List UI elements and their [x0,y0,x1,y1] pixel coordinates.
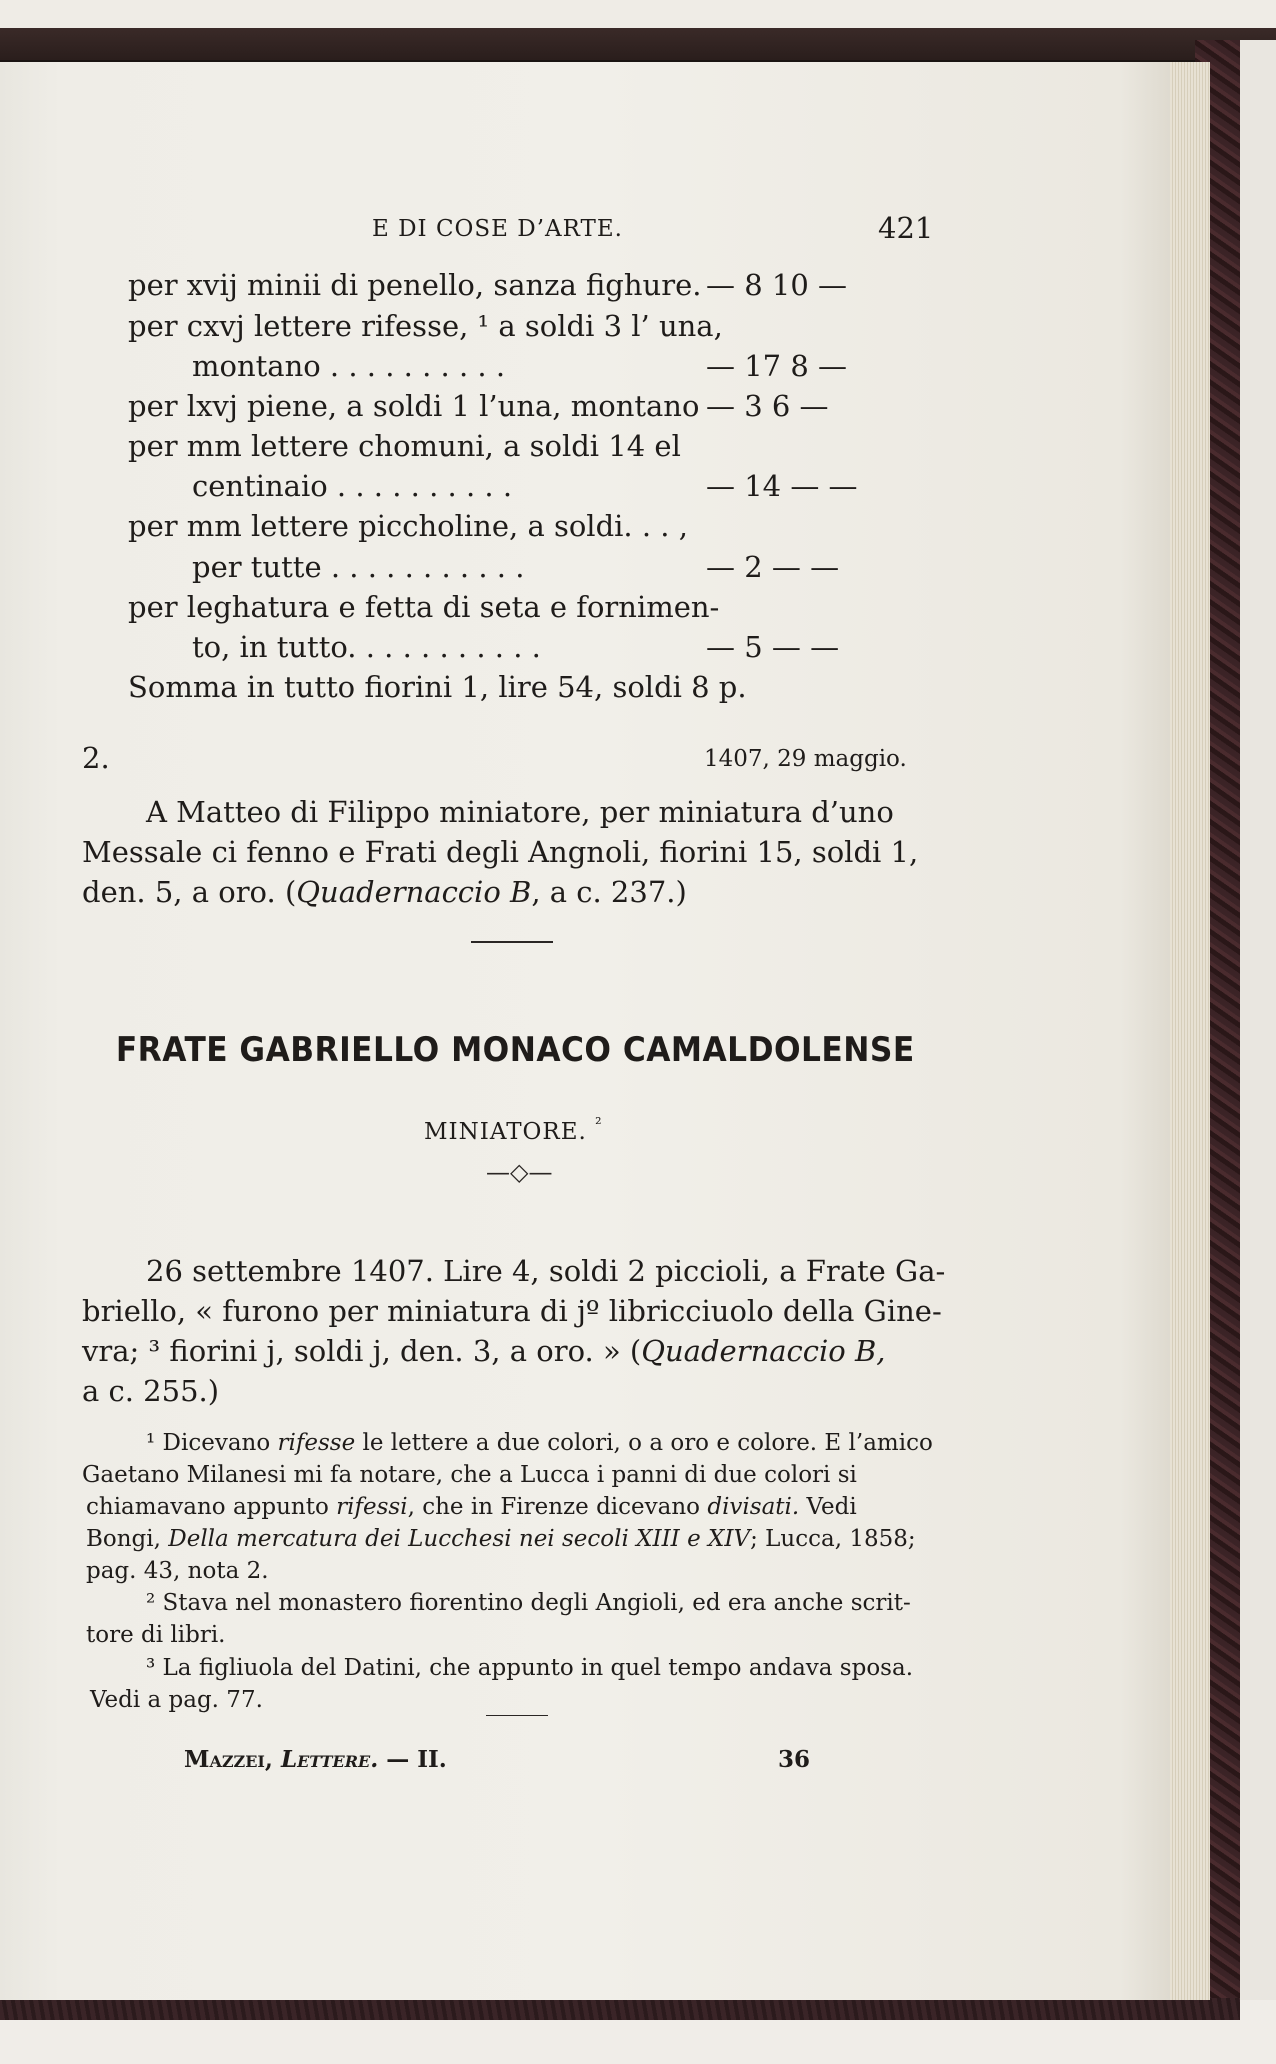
account-amount: — 8 10 — [706,268,848,302]
page-edge [1170,62,1210,2000]
account-amount: — 17 8 — [706,349,848,383]
entry-text: den. 5, a oro. (Quadernaccio B, a c. 237.) [82,875,687,909]
footer-rule [486,1715,548,1716]
ornament-divider: —◇— [486,1158,553,1186]
running-title: E DI COSE D’ARTE. [372,216,623,242]
account-line: per cxvj lettere rifesse, ¹ a soldi 3 l’ una, [128,309,723,343]
divider-rule [471,941,553,943]
account-amount: — 14 — — [706,469,858,503]
account-amount: — 3 6 — [706,389,829,423]
entry-date: 1407, 29 maggio. [704,746,907,772]
account-amount: — 2 — — [706,550,840,584]
footnote-line: Gaetano Milanesi mi fa notare, che a Lucca i panni di due colori si [82,1462,857,1488]
entry-text: vra; ³ fiorini j, soldi j, den. 3, a oro. » (Quadernaccio B, [82,1334,886,1368]
entry-text: A Matteo di Filippo miniatore, per miniatura d’uno [146,795,894,829]
footnote-line: Vedi a pag. 77. [90,1687,263,1713]
entry-text: briello, « furono per miniatura di jº libricciuolo della Gine- [82,1294,942,1328]
footnote-line: chiamavano appunto rifessi, che in Firenze dicevano divisati. Vedi [86,1494,857,1520]
account-total: Somma in tutto fiorini 1, lire 54, soldi 8 p. [128,670,747,704]
footer-author: Mazzei, Lettere. — II. [184,1746,447,1773]
book-cover-right-paper [1240,40,1276,2030]
source-title: Quadernaccio B, [641,1334,886,1368]
account-amount: — 5 — — [706,630,840,664]
entry-text: 26 settembre 1407. Lire 4, soldi 2 piccioli, a Frate Ga- [146,1254,946,1288]
footnote-line: Bongi, Della mercatura dei Lucchesi nei secoli XIII e XIV; Lucca, 1858; [86,1526,916,1552]
source-title: Quadernaccio B [296,875,532,909]
entry-text: Messale ci fenno e Frati degli Angnoli, fiorini 15, soldi 1, [82,835,919,869]
entry-text: a c. 255.) [82,1374,220,1408]
footnote-line: ¹ Dicevano rifesse le lettere a due colori, o a oro e colore. E l’amico [146,1430,933,1456]
account-line: per lxvj piene, a soldi 1 l’una, montano [128,389,700,423]
book-cover-bottom-band [0,1998,1240,2020]
account-line: centinaio . . . . . . . . . . [192,469,513,503]
footnote-line: tore di libri. [86,1622,226,1648]
account-line: montano . . . . . . . . . . [192,349,506,383]
section-title: FRATE GABRIELLO MONACO CAMALDOLENSE [115,1030,915,1070]
account-line: to, in tutto. . . . . . . . . . . [192,630,541,664]
signature-mark: 36 [778,1746,811,1773]
section-subtitle: MINIATORE. $^{^2}$ [424,1114,603,1145]
footnote-line: ² Stava nel monastero fiorentino degli Angioli, ed era anche scrit- [146,1590,911,1616]
footnote-line: pag. 43, nota 2. [86,1558,269,1584]
account-line: per mm lettere chomuni, a soldi 14 el [128,429,681,463]
account-line: per xvij minii di penello, sanza fighure. [128,268,702,302]
book-cover-top [0,0,1276,60]
page-number: 421 [878,211,934,245]
account-line: per tutte . . . . . . . . . . . [192,550,525,584]
account-line: per leghatura e fetta di seta e fornimen- [128,590,720,624]
footnote-line: ³ La figliuola del Datini, che appunto in quel tempo andava sposa. [146,1655,914,1681]
account-line: per mm lettere piccholine, a soldi. . . , [128,509,688,543]
entry-number: 2. [82,741,110,775]
